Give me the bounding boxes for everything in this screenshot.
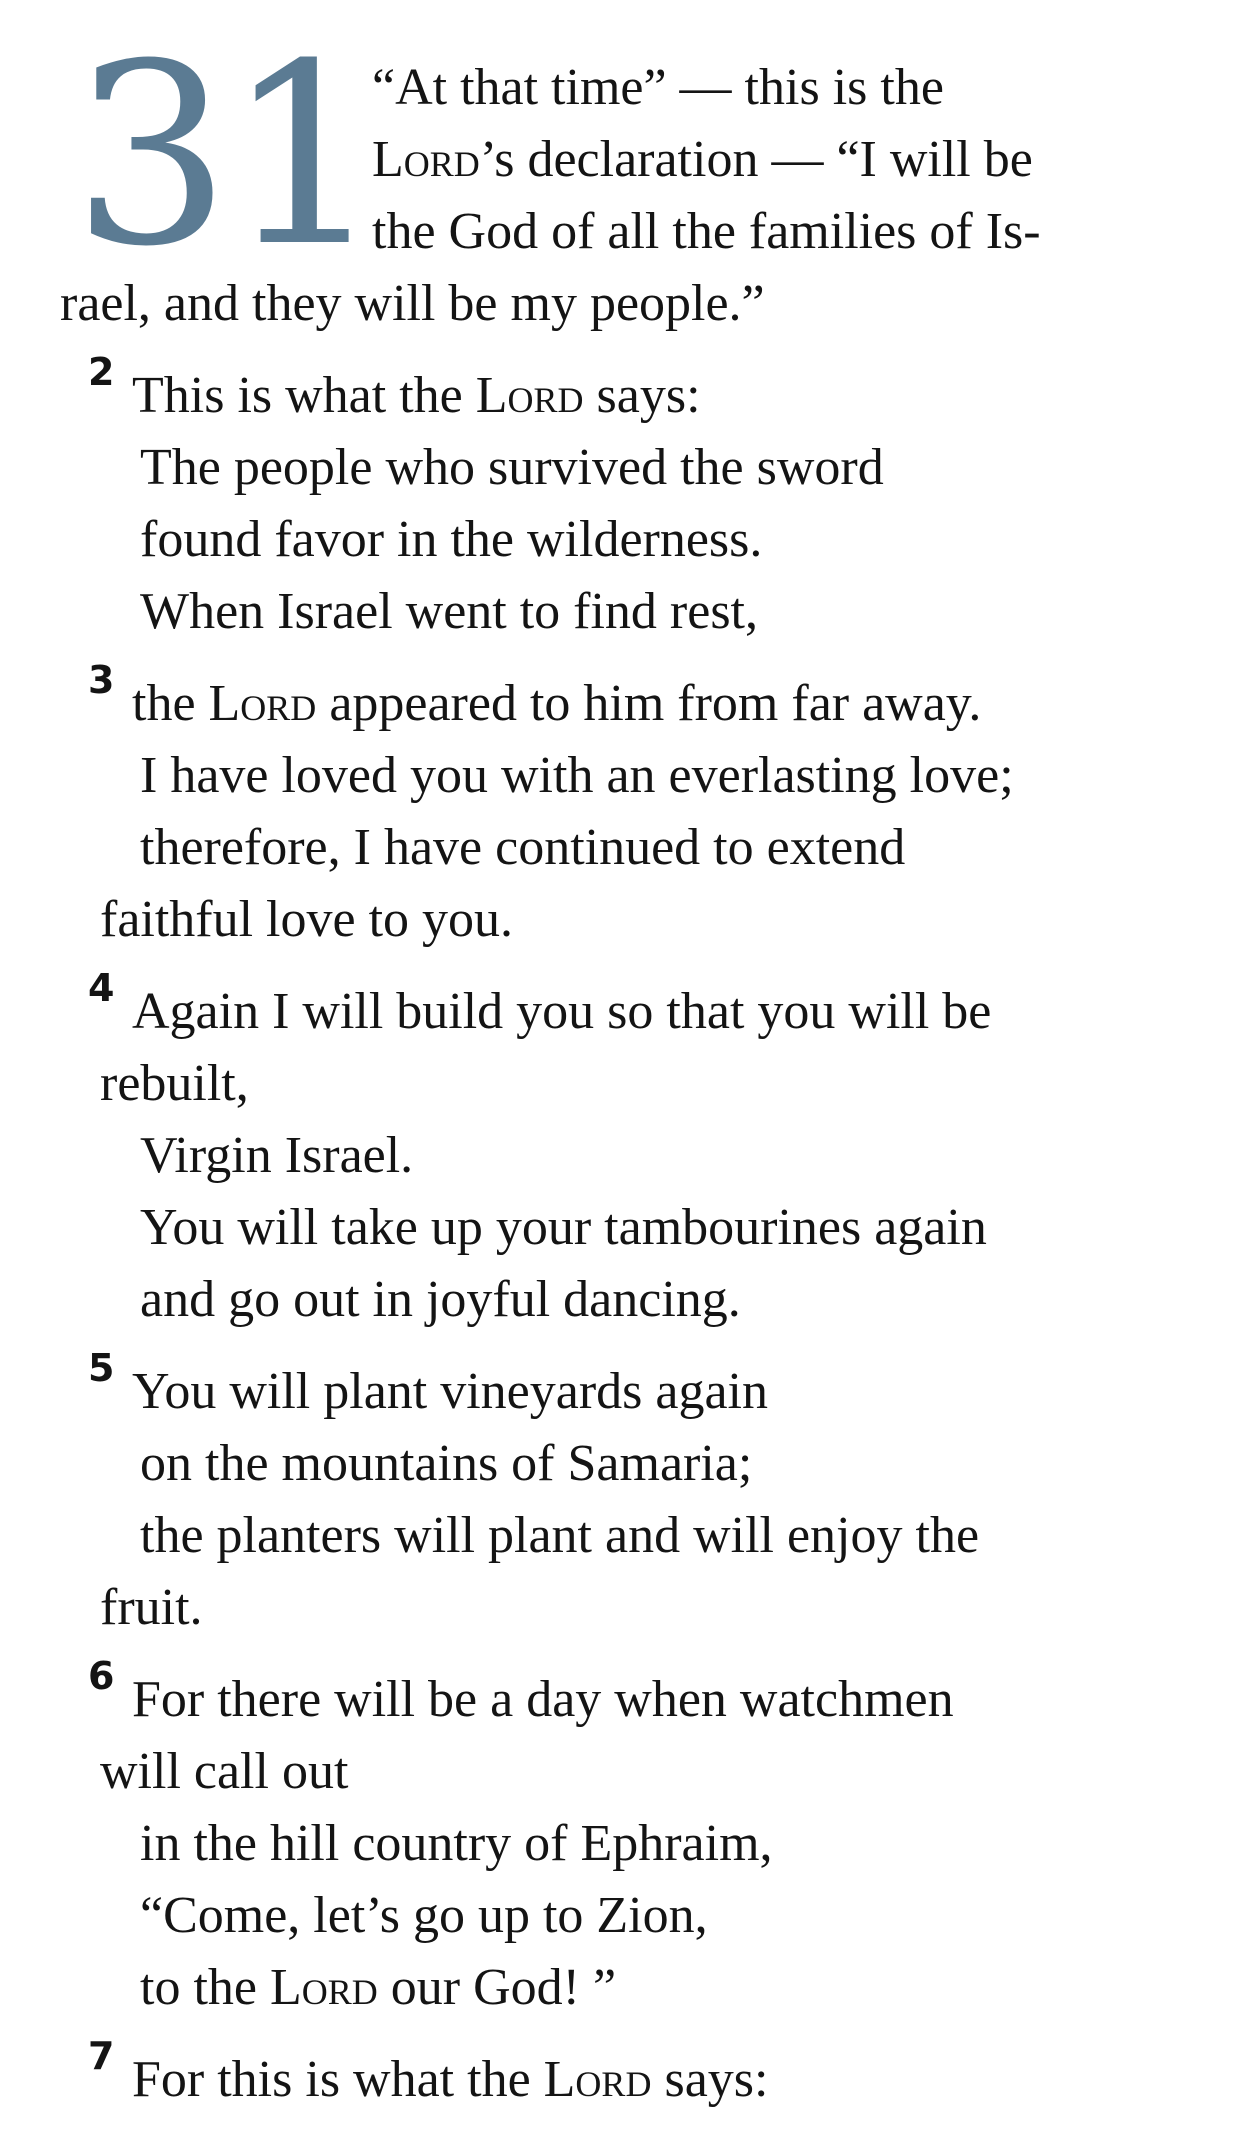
verse-line (132, 1356, 768, 1428)
text-run: faithful love to you. (100, 891, 514, 948)
text-run: When Israel went to find rest, (140, 583, 759, 640)
verse-number: 4 (88, 966, 115, 1010)
verse-line (140, 1880, 708, 1952)
verse-line (132, 976, 991, 1048)
verse-line (132, 2044, 768, 2116)
verse-line (132, 668, 981, 740)
text-run: the God of all the families of Is- (372, 203, 1041, 260)
verse-line (140, 1428, 752, 1500)
verse-line (140, 1192, 987, 1264)
verse-line (100, 1736, 348, 1808)
text-run: I have loved you with an everlasting love; (140, 747, 1014, 804)
divine-name: Lord (372, 131, 480, 188)
verse-line (140, 504, 762, 576)
text-run: will call out (100, 1743, 349, 1800)
text-run: For this is what the (132, 2051, 544, 2108)
text-run: For there will be a day when watchmen (132, 1671, 954, 1728)
text-run: appeared to him from far away. (316, 675, 982, 732)
text-run: “At that time” — this is the (372, 59, 944, 116)
chapter-number: 31 (72, 10, 379, 301)
verse-line (140, 576, 758, 648)
verse-number: 6 (88, 1654, 115, 1698)
verse-line (100, 1048, 249, 1120)
verse-number: 7 (88, 2034, 115, 2078)
text-run: “Come, let’s go up to Zion, (140, 1887, 708, 1944)
text-run: our God! ” (377, 1959, 617, 2016)
text-run: says: (651, 2051, 769, 2108)
text-run: The people who survived the sword (140, 439, 884, 496)
verse-number: 5 (88, 1346, 115, 1390)
verse-line (140, 1120, 413, 1192)
text-run: says: (583, 367, 701, 424)
verse-line (132, 1664, 954, 1736)
text-run: Virgin Israel. (140, 1127, 414, 1184)
verse-line (100, 884, 513, 956)
divine-name: Lord (543, 2051, 652, 2108)
verse-line (140, 1264, 741, 1336)
verse-line (140, 740, 1014, 812)
verse-line (372, 196, 1041, 268)
text-run: Again I will build you so that you will be (132, 983, 992, 1040)
verse-line (140, 432, 884, 504)
verse-line (132, 360, 701, 432)
text-run: to the (140, 1959, 270, 2016)
text-run: and go out in joyful dancing. (140, 1271, 741, 1328)
divine-name: Lord (269, 1959, 378, 2016)
text-run: This is what the (132, 367, 476, 424)
divine-name: Lord (475, 367, 584, 424)
text-run: rebuilt, (100, 1055, 249, 1112)
divine-name: Lord (208, 675, 317, 732)
text-run: in the hill country of Ephraim, (140, 1815, 773, 1872)
verse-line (372, 52, 944, 124)
verse-number: 2 (88, 350, 115, 394)
text-run: the (132, 675, 209, 732)
text-run: the planters will plant and will enjoy the (140, 1507, 980, 1564)
text-run: therefore, I have continued to extend (140, 819, 906, 876)
verse-line (372, 124, 1033, 196)
verse-line (60, 268, 765, 340)
text-run: You will plant vineyards again (132, 1363, 768, 1420)
verse-line (100, 1572, 203, 1644)
text-run: found favor in the wilderness. (140, 511, 763, 568)
verse-number: 3 (88, 658, 115, 702)
verse-line (140, 812, 905, 884)
verse-line (140, 1808, 773, 1880)
text-run: rael, and they will be my people.” (60, 275, 765, 332)
verse-line (140, 1500, 979, 1572)
verse-line (140, 1952, 616, 2024)
text-run: on the mountains of Samaria; (140, 1435, 753, 1492)
text-run: fruit. (100, 1579, 203, 1636)
text-run: ’s declaration — “I will be (479, 131, 1033, 188)
text-run: You will take up your tambourines again (140, 1199, 987, 1256)
